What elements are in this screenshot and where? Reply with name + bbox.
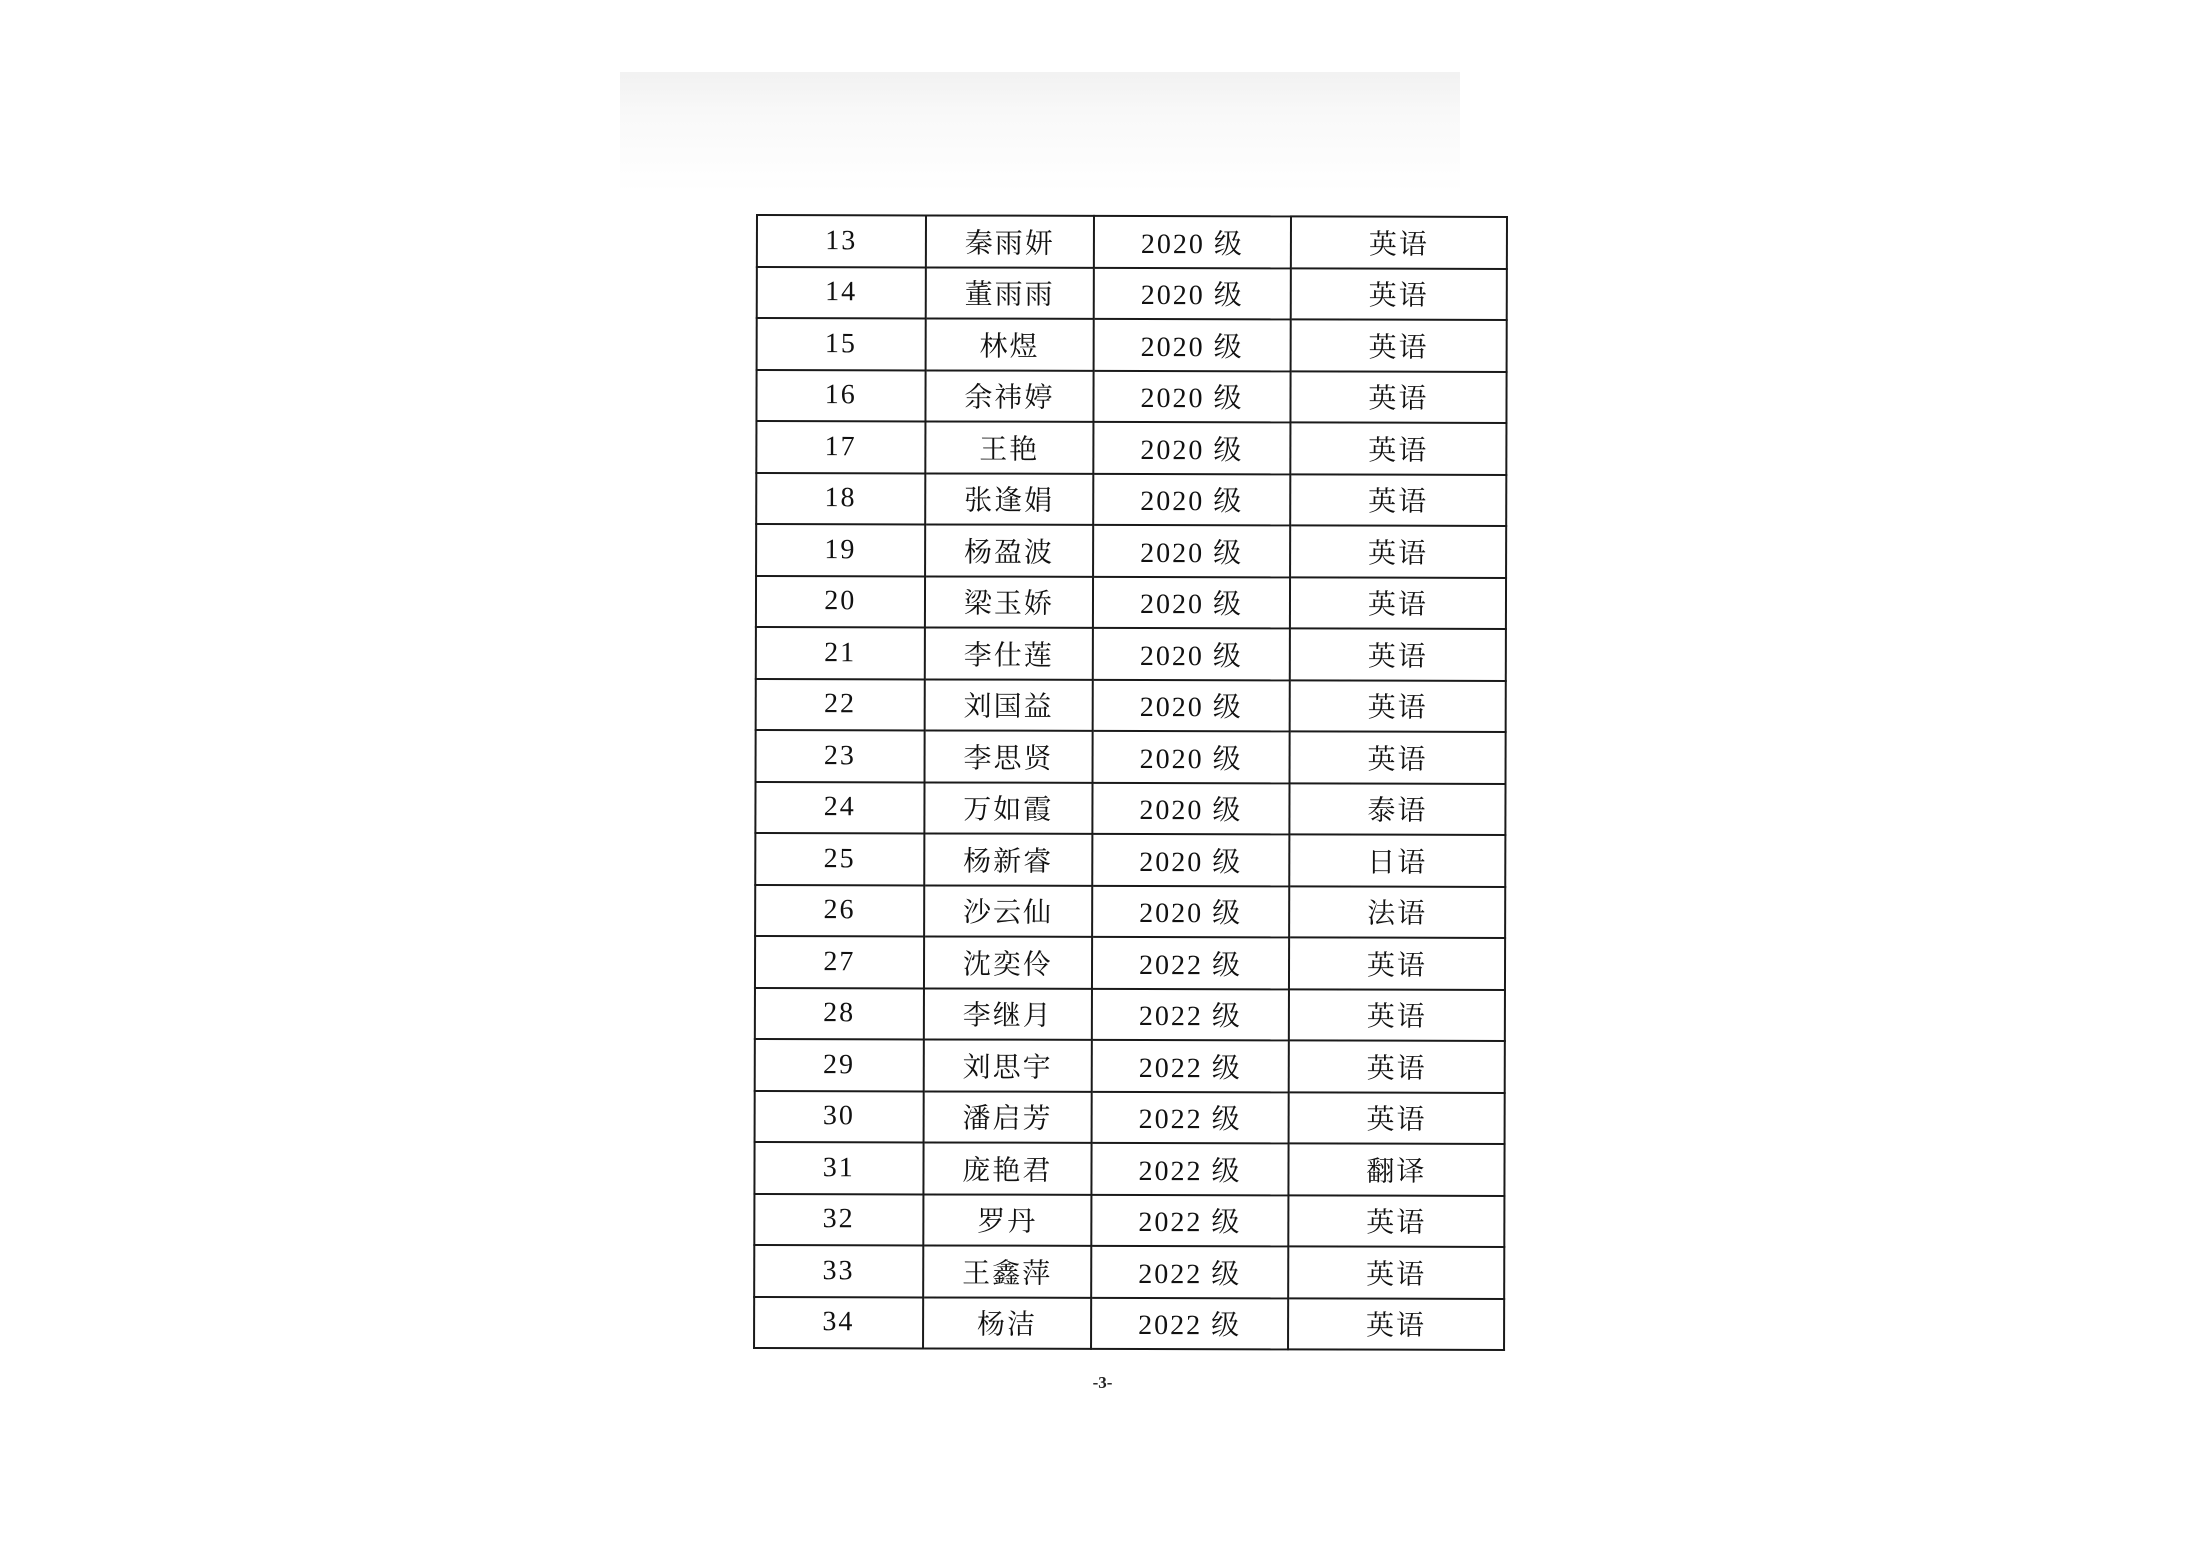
table-row xyxy=(755,987,1505,1040)
row-number-cell: 25 xyxy=(755,833,924,885)
grade-cell: 2022 级 xyxy=(1092,1194,1289,1246)
row-number-cell: 34 xyxy=(754,1296,923,1348)
row-number-cell: 15 xyxy=(757,318,926,370)
grade-cell: 2020 级 xyxy=(1092,885,1289,937)
table-row xyxy=(756,524,1506,577)
grade-cell: 2022 级 xyxy=(1092,988,1289,1040)
table-row xyxy=(755,1090,1505,1143)
table-row xyxy=(756,421,1506,474)
grade-cell: 2022 级 xyxy=(1092,1091,1289,1143)
language-cell: 英语 xyxy=(1288,1195,1504,1247)
student-name-cell: 潘启芳 xyxy=(923,1091,1092,1143)
grade-cell: 2020 级 xyxy=(1093,473,1290,525)
grade-cell: 2022 级 xyxy=(1092,937,1289,989)
student-name-cell: 庞艳君 xyxy=(923,1142,1092,1194)
student-name-cell: 杨盈波 xyxy=(925,524,1094,576)
student-name-cell: 董雨雨 xyxy=(925,267,1094,319)
grade-cell: 2020 级 xyxy=(1094,216,1291,268)
table-row xyxy=(757,267,1507,320)
table-row xyxy=(754,1142,1504,1195)
language-cell: 英语 xyxy=(1290,474,1506,526)
student-name-cell: 杨新睿 xyxy=(924,833,1093,885)
grade-cell: 2020 级 xyxy=(1093,525,1290,577)
student-name-cell: 李仕莲 xyxy=(924,627,1093,679)
language-cell: 英语 xyxy=(1290,628,1506,680)
language-cell: 英语 xyxy=(1289,937,1505,989)
table-row xyxy=(755,936,1505,989)
row-number-cell: 18 xyxy=(756,473,925,525)
row-number-cell: 20 xyxy=(756,576,925,628)
language-cell: 英语 xyxy=(1290,319,1506,371)
student-name-cell: 李继月 xyxy=(923,988,1092,1040)
row-number-cell: 16 xyxy=(756,370,925,422)
student-name-cell: 林煜 xyxy=(925,318,1094,370)
row-number-cell: 30 xyxy=(755,1090,924,1142)
language-cell: 泰语 xyxy=(1289,783,1505,835)
student-name-cell: 刘国益 xyxy=(924,679,1093,731)
student-name-cell: 万如霞 xyxy=(924,782,1093,834)
language-cell: 英语 xyxy=(1290,371,1506,423)
grade-cell: 2020 级 xyxy=(1094,319,1291,371)
roster-body xyxy=(754,215,1507,1350)
row-number-cell: 14 xyxy=(757,267,926,319)
row-number-cell: 19 xyxy=(756,524,925,576)
student-name-cell: 罗丹 xyxy=(923,1194,1092,1246)
grade-cell: 2020 级 xyxy=(1094,267,1291,319)
grade-cell: 2020 级 xyxy=(1094,370,1291,422)
row-number-cell: 31 xyxy=(754,1142,923,1194)
table-row xyxy=(757,318,1507,371)
row-number-cell: 21 xyxy=(756,627,925,679)
student-name-cell: 刘思宇 xyxy=(923,1039,1092,1091)
student-name-cell: 王鑫萍 xyxy=(923,1245,1092,1297)
language-cell: 英语 xyxy=(1288,1298,1504,1350)
student-name-cell: 秦雨妍 xyxy=(925,215,1094,267)
row-number-cell: 23 xyxy=(756,730,925,782)
table-row xyxy=(757,215,1507,268)
student-name-cell: 张逢娟 xyxy=(925,473,1094,525)
language-cell: 英语 xyxy=(1291,268,1507,320)
student-name-cell: 余祎婷 xyxy=(925,370,1094,422)
language-cell: 英语 xyxy=(1290,577,1506,629)
table-row xyxy=(756,679,1506,732)
row-number-cell: 17 xyxy=(756,421,925,473)
row-number-cell: 26 xyxy=(755,885,924,937)
table-row xyxy=(754,1193,1504,1246)
language-cell: 英语 xyxy=(1288,1246,1504,1298)
grade-cell: 2020 级 xyxy=(1094,422,1291,474)
table-row xyxy=(755,833,1505,886)
language-cell: 英语 xyxy=(1289,989,1505,1041)
language-cell: 法语 xyxy=(1289,886,1505,938)
grade-cell: 2022 级 xyxy=(1091,1246,1288,1298)
language-cell: 翻译 xyxy=(1288,1143,1504,1195)
table-row xyxy=(756,473,1506,526)
row-number-cell: 32 xyxy=(754,1193,923,1245)
grade-cell: 2020 级 xyxy=(1093,782,1290,834)
table-row xyxy=(756,627,1506,680)
grade-cell: 2020 级 xyxy=(1093,628,1290,680)
language-cell: 日语 xyxy=(1289,834,1505,886)
student-name-cell: 王艳 xyxy=(925,421,1094,473)
page-number: -3- xyxy=(1092,1373,1113,1392)
language-cell: 英语 xyxy=(1289,1040,1505,1092)
table-row xyxy=(755,885,1505,938)
table-row xyxy=(756,730,1506,783)
table-row xyxy=(755,1039,1505,1092)
row-number-cell: 13 xyxy=(757,215,926,267)
language-cell: 英语 xyxy=(1290,680,1506,732)
table-row xyxy=(754,1245,1504,1298)
student-name-cell: 杨洁 xyxy=(923,1297,1092,1349)
student-name-cell: 李思贤 xyxy=(924,730,1093,782)
language-cell: 英语 xyxy=(1291,216,1507,268)
student-roster-table xyxy=(753,214,1508,1351)
grade-cell: 2022 级 xyxy=(1092,1040,1289,1092)
table-row xyxy=(756,370,1506,423)
grade-cell: 2022 级 xyxy=(1092,1143,1289,1195)
row-number-cell: 28 xyxy=(755,987,924,1039)
grade-cell: 2020 级 xyxy=(1092,834,1289,886)
language-cell: 英语 xyxy=(1288,1092,1504,1144)
grade-cell: 2020 级 xyxy=(1093,679,1290,731)
student-name-cell: 沙云仙 xyxy=(924,885,1093,937)
student-name-cell: 梁玉娇 xyxy=(925,576,1094,628)
student-name-cell: 沈奕伶 xyxy=(924,936,1093,988)
language-cell: 英语 xyxy=(1290,422,1506,474)
row-number-cell: 27 xyxy=(755,936,924,988)
table-row xyxy=(756,576,1506,629)
row-number-cell: 22 xyxy=(756,679,925,731)
table-row xyxy=(755,782,1505,835)
grade-cell: 2020 级 xyxy=(1093,576,1290,628)
grade-cell: 2022 级 xyxy=(1091,1297,1288,1349)
language-cell: 英语 xyxy=(1290,525,1506,577)
row-number-cell: 29 xyxy=(755,1039,924,1091)
scan-shadow xyxy=(620,72,1460,192)
grade-cell: 2020 级 xyxy=(1093,731,1290,783)
language-cell: 英语 xyxy=(1289,731,1505,783)
table-row xyxy=(754,1296,1504,1349)
row-number-cell: 24 xyxy=(755,782,924,834)
row-number-cell: 33 xyxy=(754,1245,923,1297)
